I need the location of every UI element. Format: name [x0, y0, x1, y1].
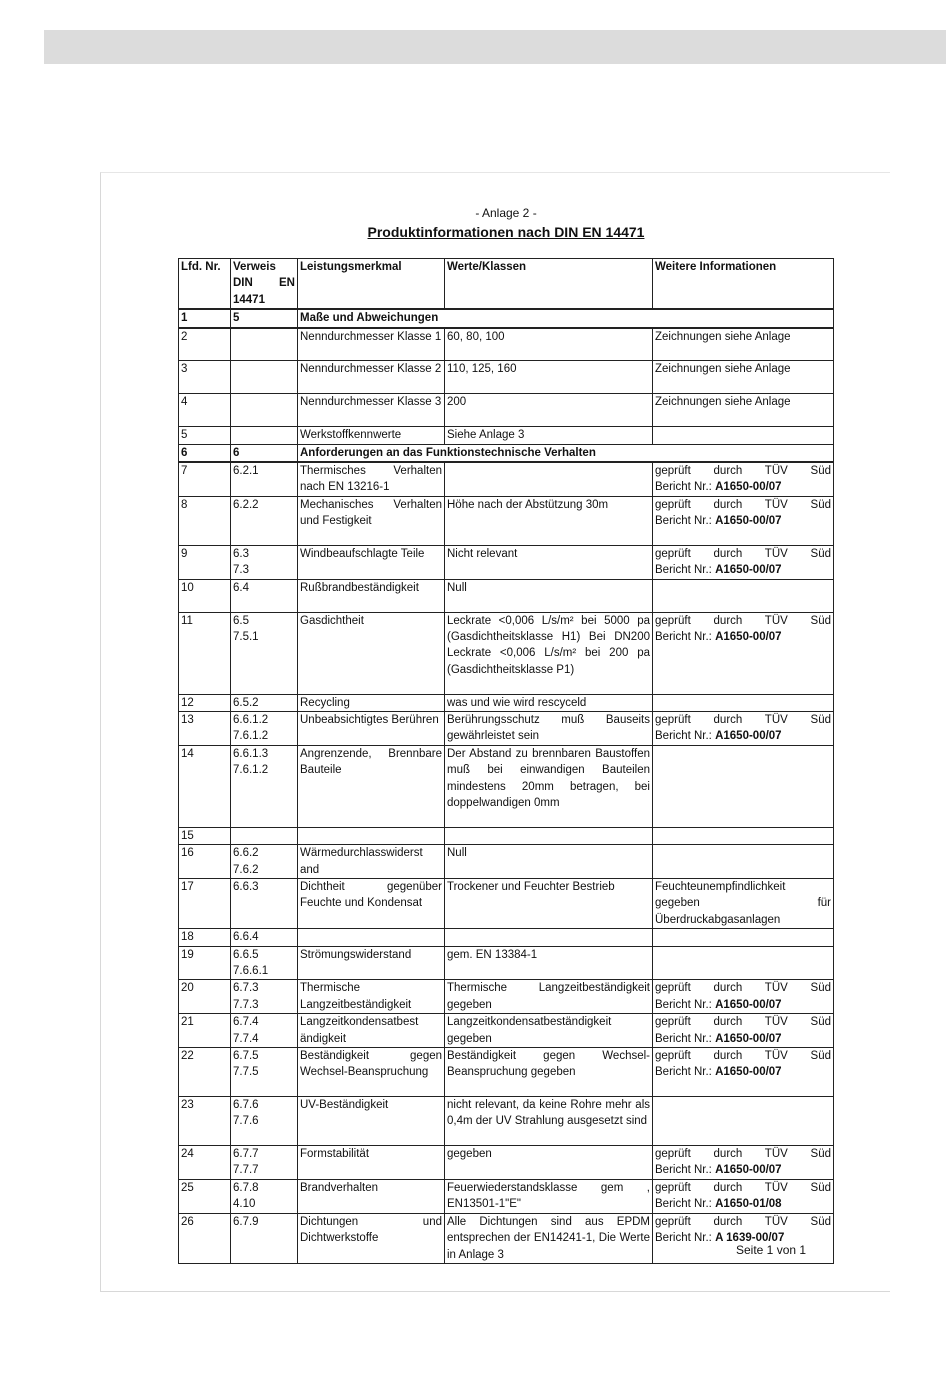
cell-din: 6.6.5 7.6.6.1 — [231, 946, 298, 980]
table-row — [179, 309, 834, 327]
cell-werte: Null — [445, 579, 653, 612]
cell-merkmal: Wärmedurchlasswiderst and — [298, 845, 445, 879]
cell-info: Zeichnungen siehe Anlage — [653, 328, 834, 361]
bericht-number: A1650-00/07 — [715, 1164, 782, 1177]
cell-info — [653, 980, 834, 1014]
table-row — [179, 946, 834, 980]
table-row — [179, 929, 834, 946]
product-info-table — [178, 258, 834, 1264]
bericht-prefix: Bericht Nr.: — [655, 481, 716, 494]
cell-merkmal: Mechanisches Verhalten und Festigkeit — [298, 496, 445, 545]
cell-info — [653, 496, 834, 545]
cell-nr: 7 — [179, 462, 231, 496]
cell-nr: 16 — [179, 845, 231, 879]
cell-werte: Höhe nach der Abstützung 30m — [445, 496, 653, 545]
table-row — [179, 879, 834, 929]
table-row — [179, 361, 834, 394]
cell-info — [653, 827, 834, 844]
info-geprueft: geprüft durch TÜV Süd — [655, 547, 831, 560]
cell-din: 6.7.8 4.10 — [231, 1179, 298, 1213]
cell-werte: Thermische Langzeitbeständigkeit gegeben — [445, 980, 653, 1014]
cell-nr: 9 — [179, 545, 231, 579]
table-header-row — [179, 259, 834, 310]
info-bericht — [655, 479, 831, 495]
cell-merkmal — [298, 827, 445, 844]
cell-din — [231, 827, 298, 844]
cell-nr: 25 — [179, 1179, 231, 1213]
cell-merkmal: Brandverhalten — [298, 1179, 445, 1213]
bericht-number: A1650-00/07 — [715, 1066, 782, 1079]
table-row — [179, 1146, 834, 1180]
cell-info: Zeichnungen siehe Anlage — [653, 394, 834, 427]
cell-merkmal: Nenndurchmesser Klasse 1 — [298, 328, 445, 361]
cell-info — [653, 1048, 834, 1097]
cell-werte: 200 — [445, 394, 653, 427]
cell-nr: 23 — [179, 1097, 231, 1146]
table-row — [179, 394, 834, 427]
cell-merkmal: Unbeabsichtigtes Berühren — [298, 711, 445, 745]
info-geprueft: geprüft durch TÜV Süd — [655, 1181, 831, 1194]
cell-werte: Nicht relevant — [445, 545, 653, 579]
cell-werte: Langzeitkondensatbeständigkeit gegeben — [445, 1014, 653, 1048]
table-row — [179, 612, 834, 694]
cell-nr: 8 — [179, 496, 231, 545]
cell-info — [653, 845, 834, 879]
cell-werte: was und wie wird rescyceld — [445, 694, 653, 711]
cell-werte: Leckrate <0,006 L/s/m² bei 5000 pa (Gasdichtheitsklasse H1) Bei DN200 Leckrate <0,006 L/s/m² bei 200 pa (Gasdichtheitsklasse P1) — [445, 612, 653, 694]
header-din: Verweis DIN EN 14471 — [231, 259, 298, 310]
cell-nr: 2 — [179, 328, 231, 361]
cell-werte: Beständigkeit gegen Wechsel-Beanspruchung gegeben — [445, 1048, 653, 1097]
info-geprueft: geprüft durch TÜV Süd — [655, 982, 831, 995]
cell-werte: 110, 125, 160 — [445, 361, 653, 394]
cell-merkmal: Recycling — [298, 694, 445, 711]
table-row — [179, 827, 834, 844]
cell-merkmal: Strömungswiderstand — [298, 946, 445, 980]
cell-din: 6.5 7.5.1 — [231, 612, 298, 694]
header-nr: Lfd. Nr. — [179, 259, 231, 310]
table-row — [179, 1014, 834, 1048]
cell-din: 6.2.1 — [231, 462, 298, 496]
cell-section-title: Anforderungen an das Funktionstechnische Verhalten — [298, 444, 834, 462]
table-row — [179, 711, 834, 745]
cell-nr: 15 — [179, 827, 231, 844]
cell-din: 6 — [231, 444, 298, 462]
cell-info — [653, 1097, 834, 1146]
cell-werte — [445, 462, 653, 496]
top-toolbar — [44, 30, 946, 64]
cell-info — [653, 1014, 834, 1048]
bericht-prefix: Bericht Nr.: — [655, 1164, 716, 1177]
info-geprueft: geprüft durch TÜV Süd — [655, 614, 831, 627]
table-row — [179, 462, 834, 496]
cell-din: 6.6.1.3 7.6.1.2 — [231, 745, 298, 827]
bericht-prefix: Bericht Nr.: — [655, 630, 716, 643]
table-row — [179, 1179, 834, 1213]
info-geprueft: geprüft durch TÜV Süd — [655, 464, 831, 477]
info-geprueft: geprüft durch TÜV Süd — [655, 498, 831, 511]
cell-nr: 18 — [179, 929, 231, 946]
cell-merkmal — [298, 929, 445, 946]
cell-merkmal: Dichtheit gegenüber Feuchte und Kondensat — [298, 879, 445, 929]
info-geprueft: geprüft durch TÜV Süd — [655, 1016, 831, 1029]
bericht-number: A1650-00/07 — [715, 564, 782, 577]
bericht-number: A1650-00/07 — [715, 481, 782, 494]
cell-merkmal: Formstabilität — [298, 1146, 445, 1180]
bericht-prefix: Bericht Nr.: — [655, 1232, 716, 1245]
table-row — [179, 980, 834, 1014]
cell-werte: nicht relevant, da keine Rohre mehr als 0,4m der UV Strahlung ausgesetzt sind — [445, 1097, 653, 1146]
bericht-prefix: Bericht Nr.: — [655, 515, 716, 528]
cell-info — [653, 579, 834, 612]
cell-din: 6.6.1.2 7.6.1.2 — [231, 711, 298, 745]
cell-werte: 60, 80, 100 — [445, 328, 653, 361]
cell-werte: gem. EN 13384-1 — [445, 946, 653, 980]
cell-werte: Feuerwiederstandsklasse gem , EN13501-1"E" — [445, 1179, 653, 1213]
cell-werte: Trockener und Feuchter Bestrieb — [445, 879, 653, 929]
cell-info — [653, 545, 834, 579]
info-geprueft: geprüft durch TÜV Süd — [655, 1148, 831, 1161]
info-bericht — [655, 1196, 831, 1212]
cell-info — [653, 427, 834, 444]
info-bericht — [655, 1031, 831, 1047]
cell-section-title: Maße und Abweichungen — [298, 309, 834, 327]
cell-werte: Der Abstand zu brennbaren Baustoffen muß bei einwandigen Bauteilen mindestens 20mm betragen, bei doppelwandigen 0mm — [445, 745, 653, 827]
cell-nr: 1 — [179, 309, 231, 327]
cell-info — [653, 929, 834, 946]
cell-din: 5 — [231, 309, 298, 327]
cell-merkmal: Angrenzende, Brennbare Bauteile — [298, 745, 445, 827]
cell-nr: 6 — [179, 444, 231, 462]
page-title: Produktinformationen nach DIN EN 14471 — [367, 224, 645, 240]
cell-nr: 24 — [179, 1146, 231, 1180]
info-bericht — [655, 1064, 831, 1080]
cell-nr: 21 — [179, 1014, 231, 1048]
cell-info — [653, 711, 834, 745]
bericht-number: A1650-00/07 — [715, 998, 782, 1011]
info-bericht — [655, 728, 831, 744]
cell-merkmal: UV-Beständigkeit — [298, 1097, 445, 1146]
bericht-prefix: Bericht Nr.: — [655, 1066, 716, 1079]
info-bericht — [655, 1162, 831, 1178]
cell-din: 6.2.2 — [231, 496, 298, 545]
cell-werte: Siehe Anlage 3 — [445, 427, 653, 444]
cell-merkmal: Rußbrandbeständigkeit — [298, 579, 445, 612]
bericht-prefix: Bericht Nr.: — [655, 1032, 716, 1045]
cell-nr: 22 — [179, 1048, 231, 1097]
cell-nr: 26 — [179, 1213, 231, 1263]
cell-merkmal: Langzeitkondensatbest ändigkeit — [298, 1014, 445, 1048]
table-row — [179, 328, 834, 361]
cell-werte: Alle Dichtungen sind aus EPDM entsprechen der EN14241-1, Die Werte in Anlage 3 — [445, 1213, 653, 1263]
cell-merkmal: Beständigkeit gegen Wechsel-Beanspruchung — [298, 1048, 445, 1097]
table-row — [179, 745, 834, 827]
table-row — [179, 427, 834, 444]
table-row — [179, 694, 834, 711]
cell-merkmal: Nenndurchmesser Klasse 3 — [298, 394, 445, 427]
bericht-prefix: Bericht Nr.: — [655, 730, 716, 743]
cell-nr: 12 — [179, 694, 231, 711]
bericht-prefix: Bericht Nr.: — [655, 998, 716, 1011]
bericht-number: A1650-01/08 — [715, 1198, 782, 1211]
info-geprueft: geprüft durch TÜV Süd — [655, 713, 831, 726]
cell-info — [653, 612, 834, 694]
cell-werte — [445, 827, 653, 844]
table-row — [179, 845, 834, 879]
info-geprueft: geprüft durch TÜV Süd — [655, 1215, 831, 1228]
info-bericht — [655, 513, 831, 529]
cell-nr: 4 — [179, 394, 231, 427]
table-row — [179, 1048, 834, 1097]
info-bericht — [655, 997, 831, 1013]
table-row — [179, 496, 834, 545]
header-info: Weitere Informationen — [653, 259, 834, 310]
cell-info — [653, 745, 834, 827]
cell-din: 6.7.5 7.7.5 — [231, 1048, 298, 1097]
table-row — [179, 545, 834, 579]
table-row — [179, 444, 834, 462]
page-number: Seite 1 von 1 — [736, 1243, 807, 1257]
cell-din: 6.5.2 — [231, 694, 298, 711]
bericht-number: A1650-00/07 — [715, 730, 782, 743]
cell-info — [653, 462, 834, 496]
cell-info — [653, 694, 834, 711]
info-bericht — [655, 629, 831, 645]
bericht-number: A 1639-00/07 — [715, 1232, 785, 1245]
cell-merkmal: Windbeaufschlagte Teile — [298, 545, 445, 579]
cell-nr: 14 — [179, 745, 231, 827]
cell-merkmal: Gasdichtheit — [298, 612, 445, 694]
cell-nr: 13 — [179, 711, 231, 745]
cell-info — [653, 946, 834, 980]
cell-din — [231, 427, 298, 444]
cell-nr: 11 — [179, 612, 231, 694]
cell-werte — [445, 929, 653, 946]
bericht-number: A1650-00/07 — [715, 1032, 782, 1045]
cell-din: 6.7.4 7.7.4 — [231, 1014, 298, 1048]
header-merkmal: Leistungsmerkmal — [298, 259, 445, 310]
bericht-number: A1650-00/07 — [715, 630, 782, 643]
cell-nr: 20 — [179, 980, 231, 1014]
cell-werte: Berührungsschutz muß Bauseits gewährleistet sein — [445, 711, 653, 745]
cell-info: Zeichnungen siehe Anlage — [653, 361, 834, 394]
bericht-prefix: Bericht Nr.: — [655, 1198, 716, 1211]
cell-info — [653, 1179, 834, 1213]
cell-din: 6.6.3 — [231, 879, 298, 929]
cell-nr: 17 — [179, 879, 231, 929]
cell-info: Feuchteunempfindlichkeit gegeben für Überdruckabgasanlagen — [653, 879, 834, 929]
cell-din: 6.4 — [231, 579, 298, 612]
cell-nr: 3 — [179, 361, 231, 394]
cell-din: 6.7.6 7.7.6 — [231, 1097, 298, 1146]
bericht-prefix: Bericht Nr.: — [655, 564, 716, 577]
cell-info — [653, 1146, 834, 1180]
table-row — [179, 579, 834, 612]
cell-nr: 10 — [179, 579, 231, 612]
cell-merkmal: Thermische Langzeitbeständigkeit — [298, 980, 445, 1014]
cell-din: 6.6.4 — [231, 929, 298, 946]
cell-werte: gegeben — [445, 1146, 653, 1180]
cell-din: 6.7.9 — [231, 1213, 298, 1263]
info-geprueft: geprüft durch TÜV Süd — [655, 1050, 831, 1063]
cell-din: 6.6.2 7.6.2 — [231, 845, 298, 879]
anlage-label: - Anlage 2 - — [475, 206, 537, 220]
table-row — [179, 1097, 834, 1146]
cell-nr: 5 — [179, 427, 231, 444]
cell-din: 6.7.3 7.7.3 — [231, 980, 298, 1014]
cell-din — [231, 361, 298, 394]
cell-din — [231, 328, 298, 361]
cell-din: 6.7.7 7.7.7 — [231, 1146, 298, 1180]
info-bericht — [655, 562, 831, 578]
cell-merkmal: Thermisches Verhalten nach EN 13216-1 — [298, 462, 445, 496]
header-werte: Werte/Klassen — [445, 259, 653, 310]
cell-merkmal: Nenndurchmesser Klasse 2 — [298, 361, 445, 394]
cell-din: 6.3 7.3 — [231, 545, 298, 579]
cell-werte: Null — [445, 845, 653, 879]
cell-merkmal: Werkstoffkennwerte — [298, 427, 445, 444]
cell-din — [231, 394, 298, 427]
cell-nr: 19 — [179, 946, 231, 980]
bericht-number: A1650-00/07 — [715, 515, 782, 528]
cell-merkmal: Dichtungen und Dichtwerkstoffe — [298, 1213, 445, 1263]
